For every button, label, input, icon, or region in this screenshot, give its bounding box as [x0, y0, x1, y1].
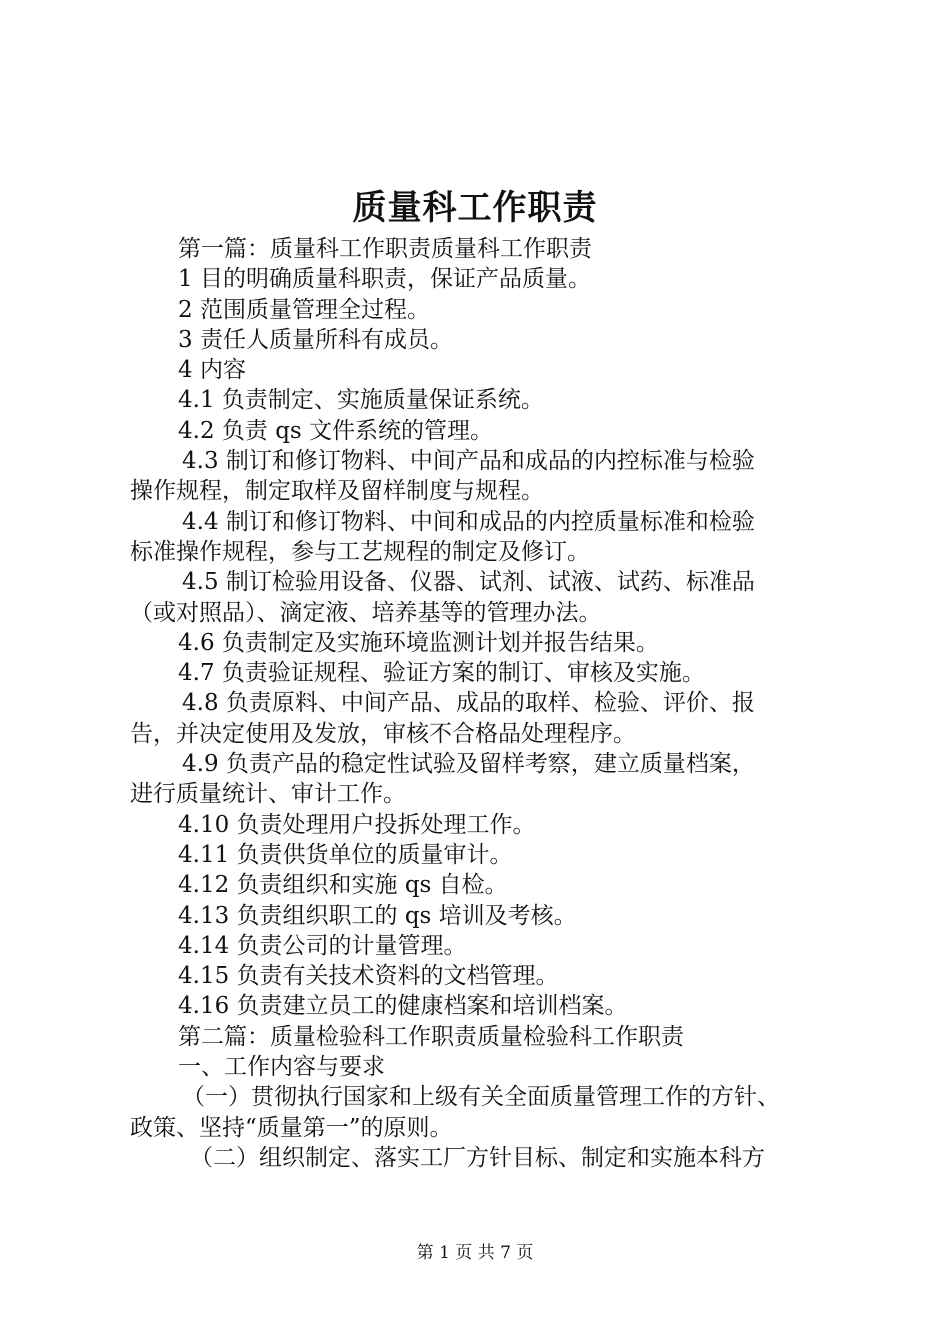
paragraph-line: （或对照品）、滴定液、培养基等的管理办法。	[130, 599, 602, 626]
paragraph-line: 2 范围质量管理全过程。	[178, 296, 430, 323]
paragraph-line: 4.1 负责制定、实施质量保证系统。	[178, 387, 544, 414]
document-title: 质量科工作职责	[352, 188, 598, 228]
paragraph-line: 4.2 负责 qs 文件系统的管理。	[178, 417, 494, 444]
paragraph-line: 4.12 负责组织和实施 qs 自检。	[178, 872, 508, 899]
paragraph-line: 4.9 负责产品的稳定性试验及留样考察，建立质量档案，	[182, 751, 755, 778]
section-heading: 第一篇：质量科工作职责质量科工作职责	[178, 236, 592, 262]
paragraph-line: 告，并决定使用及发放，审核不合格品处理程序。	[130, 720, 636, 747]
section-heading: 第二篇：质量检验科工作职责质量检验科工作职责	[178, 1023, 684, 1050]
paragraph-line: 4.7 负责验证规程、验证方案的制订、审核及实施。	[178, 660, 705, 687]
paragraph-line: 4.5 制订检验用设备、仪器、试剂、试液、试药、标准品	[182, 569, 755, 596]
page-footer: 第 1 页 共 7 页	[416, 1243, 534, 1263]
paragraph-line: 1 目的明确质量科职责，保证产品质量。	[178, 266, 591, 293]
paragraph-line: （一）贯彻执行国家和上级有关全面质量管理工作的方针、	[182, 1084, 780, 1111]
paragraph-line: 标准操作规程，参与工艺规程的制定及修订。	[130, 538, 590, 565]
paragraph-line: 4.6 负责制定及实施环境监测计划并报告结果。	[178, 629, 659, 656]
paragraph-line: 4.8 负责原料、中间产品、成品的取样、检验、评价、报	[182, 690, 755, 717]
paragraph-line: 4.14 负责公司的计量管理。	[178, 932, 467, 959]
paragraph-line: 操作规程，制定取样及留样制度与规程。	[130, 478, 544, 505]
paragraph-line: 4.3 制订和修订物料、中间产品和成品的内控标准与检验	[182, 448, 755, 475]
paragraph-line: 4.4 制订和修订物料、中间和成品的内控质量标准和检验	[182, 508, 755, 535]
paragraph-line: 一、工作内容与要求	[178, 1054, 385, 1081]
paragraph-line: 4.16 负责建立员工的健康档案和培训档案。	[178, 993, 628, 1020]
paragraph-line: 进行质量统计、审计工作。	[130, 781, 406, 808]
paragraph-line: 4.11 负责供货单位的质量审计。	[178, 841, 513, 868]
document-body	[130, 234, 830, 1173]
paragraph-line: 3 责任人质量所科有成员。	[178, 326, 453, 353]
paragraph-line: 4.15 负责有关技术资料的文档管理。	[178, 963, 559, 990]
paragraph-line: 4.13 负责组织职工的 qs 培训及考核。	[178, 902, 577, 929]
paragraph-line: 4.10 负责处理用户投拆处理工作。	[178, 811, 536, 838]
paragraph-line: （二）组织制定、落实工厂方针目标、制定和实施本科方	[190, 1144, 765, 1171]
paragraph-line: 4 内容	[178, 357, 246, 384]
paragraph-line: 政策、坚持“质量第一”的原则。	[130, 1114, 453, 1141]
